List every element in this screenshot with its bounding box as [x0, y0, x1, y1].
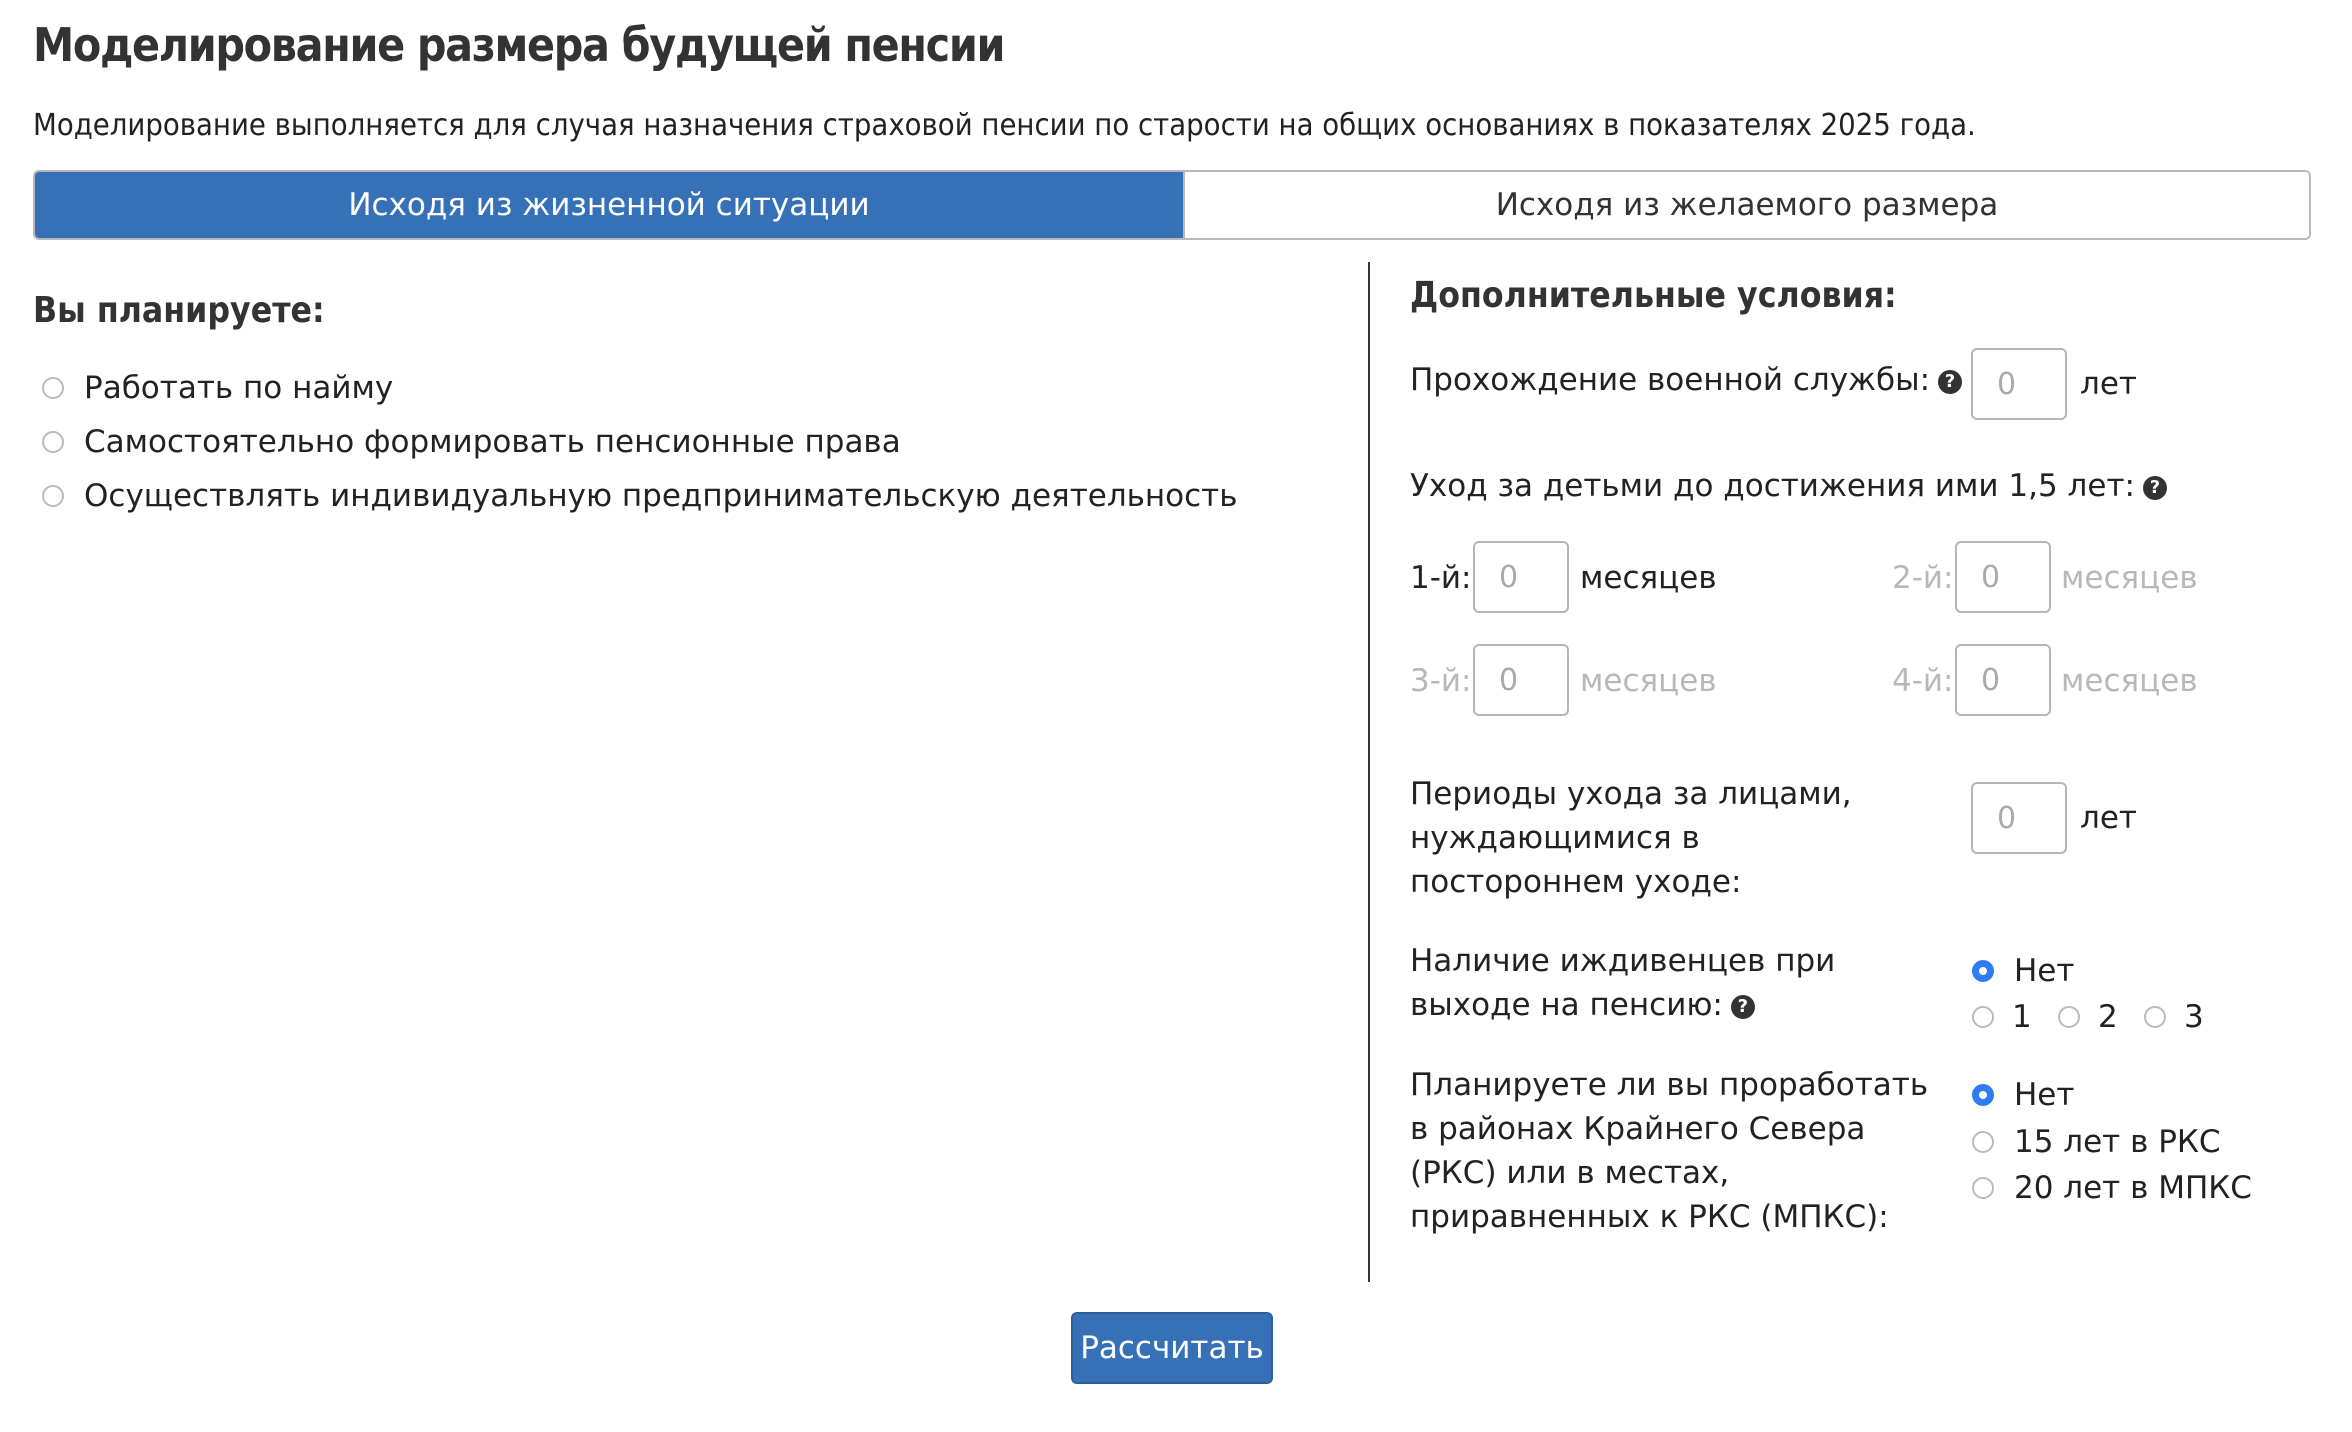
plan-option-self-forming[interactable] — [42, 424, 901, 460]
mode-tabs — [33, 170, 2311, 240]
care-unit: лет — [2080, 800, 2137, 836]
military-years-input[interactable] — [1971, 348, 2067, 420]
dependents-option-label: Нет — [2014, 953, 2075, 989]
tab-life-situation[interactable]: Исходя из жизненной ситуации — [35, 172, 1183, 238]
plan-option-label: Осуществлять индивидуальную предпринимательскую деятельность — [84, 478, 1238, 514]
dependents-option-label: 2 — [2098, 999, 2118, 1035]
radio-button[interactable] — [42, 431, 64, 453]
dependents-option-3[interactable] — [2144, 999, 2204, 1035]
dependents-label-text: Наличие иждивенцев при выходе на пенсию: — [1410, 943, 1836, 1023]
plan-option-entrepreneur[interactable] — [42, 478, 1238, 514]
question-circle-icon[interactable]: ? — [1938, 370, 1962, 394]
plan-option-label: Работать по найму — [84, 370, 394, 406]
plan-option-label: Самостоятельно формировать пенсионные права — [84, 424, 901, 460]
north-option-label: 15 лет в РКС — [2014, 1124, 2221, 1160]
care-label: Периоды ухода за лицами, нуждающимися в постороннем уходе: — [1410, 776, 1852, 900]
calculate-button[interactable]: Рассчитать — [1071, 1312, 1273, 1384]
column-divider — [1368, 262, 1370, 1282]
dependents-option-2[interactable] — [2058, 999, 2118, 1035]
plan-option-employment[interactable] — [42, 370, 393, 406]
child-3-months-input[interactable] — [1473, 644, 1569, 716]
radio-button[interactable] — [42, 485, 64, 507]
dependents-option-label: 1 — [2012, 999, 2032, 1035]
tab-desired-amount[interactable]: Исходя из желаемого размера — [1183, 172, 2309, 238]
child-3-unit: месяцев — [1580, 663, 1717, 699]
radio-button[interactable] — [1972, 1006, 1994, 1028]
military-unit: лет — [2080, 366, 2137, 402]
page-subtitle: Моделирование выполняется для случая назначения страховой пенсии по старости на общих основаниях в показателях 2025 года. — [33, 108, 1976, 143]
child-4-label: 4-й: — [1892, 663, 1954, 699]
page-title: Моделирование размера будущей пенсии — [33, 18, 1005, 72]
military-label-text: Прохождение военной службы: — [1410, 362, 1931, 398]
child-2-unit: месяцев — [2061, 560, 2198, 596]
north-option-none[interactable] — [1972, 1077, 2074, 1113]
child-4-unit: месяцев — [2061, 663, 2198, 699]
radio-button[interactable] — [2144, 1006, 2166, 1028]
conditions-heading: Дополнительные условия: — [1410, 275, 1897, 316]
plan-heading: Вы планируете: — [33, 290, 325, 331]
north-label: Планируете ли вы проработать в районах Крайнего Севера (РКС) или в местах, приравненных к РКС (МПКС): — [1410, 1067, 1929, 1235]
question-circle-icon[interactable]: ? — [2143, 476, 2167, 500]
child-3-label: 3-й: — [1410, 663, 1472, 699]
north-option-label: 20 лет в МПКС — [2014, 1170, 2252, 1206]
north-option-rks-15[interactable] — [1972, 1124, 2221, 1160]
north-option-mpks-20[interactable] — [1972, 1170, 2252, 1206]
radio-button[interactable] — [1972, 960, 1994, 982]
radio-button[interactable] — [1972, 1131, 1994, 1153]
dependents-option-none[interactable] — [1972, 953, 2074, 989]
radio-button[interactable] — [1972, 1084, 1994, 1106]
north-option-label: Нет — [2014, 1077, 2075, 1113]
dependents-option-1[interactable] — [1972, 999, 2032, 1035]
childcare-label-text: Уход за детьми до достижения ими 1,5 лет: — [1410, 468, 2135, 504]
radio-button[interactable] — [42, 377, 64, 399]
dependents-label — [1410, 939, 1910, 1027]
child-2-label: 2-й: — [1892, 560, 1954, 596]
child-4-months-input[interactable] — [1955, 644, 2051, 716]
radio-button[interactable] — [2058, 1006, 2080, 1028]
question-circle-icon[interactable]: ? — [1731, 995, 1755, 1019]
care-years-input[interactable] — [1971, 782, 2067, 854]
childcare-label — [1410, 468, 2167, 504]
child-2-months-input[interactable] — [1955, 541, 2051, 613]
child-1-label: 1-й: — [1410, 560, 1472, 596]
military-label — [1410, 362, 1962, 398]
radio-button[interactable] — [1972, 1177, 1994, 1199]
child-1-unit: месяцев — [1580, 560, 1717, 596]
dependents-option-label: 3 — [2184, 999, 2204, 1035]
child-1-months-input[interactable] — [1473, 541, 1569, 613]
